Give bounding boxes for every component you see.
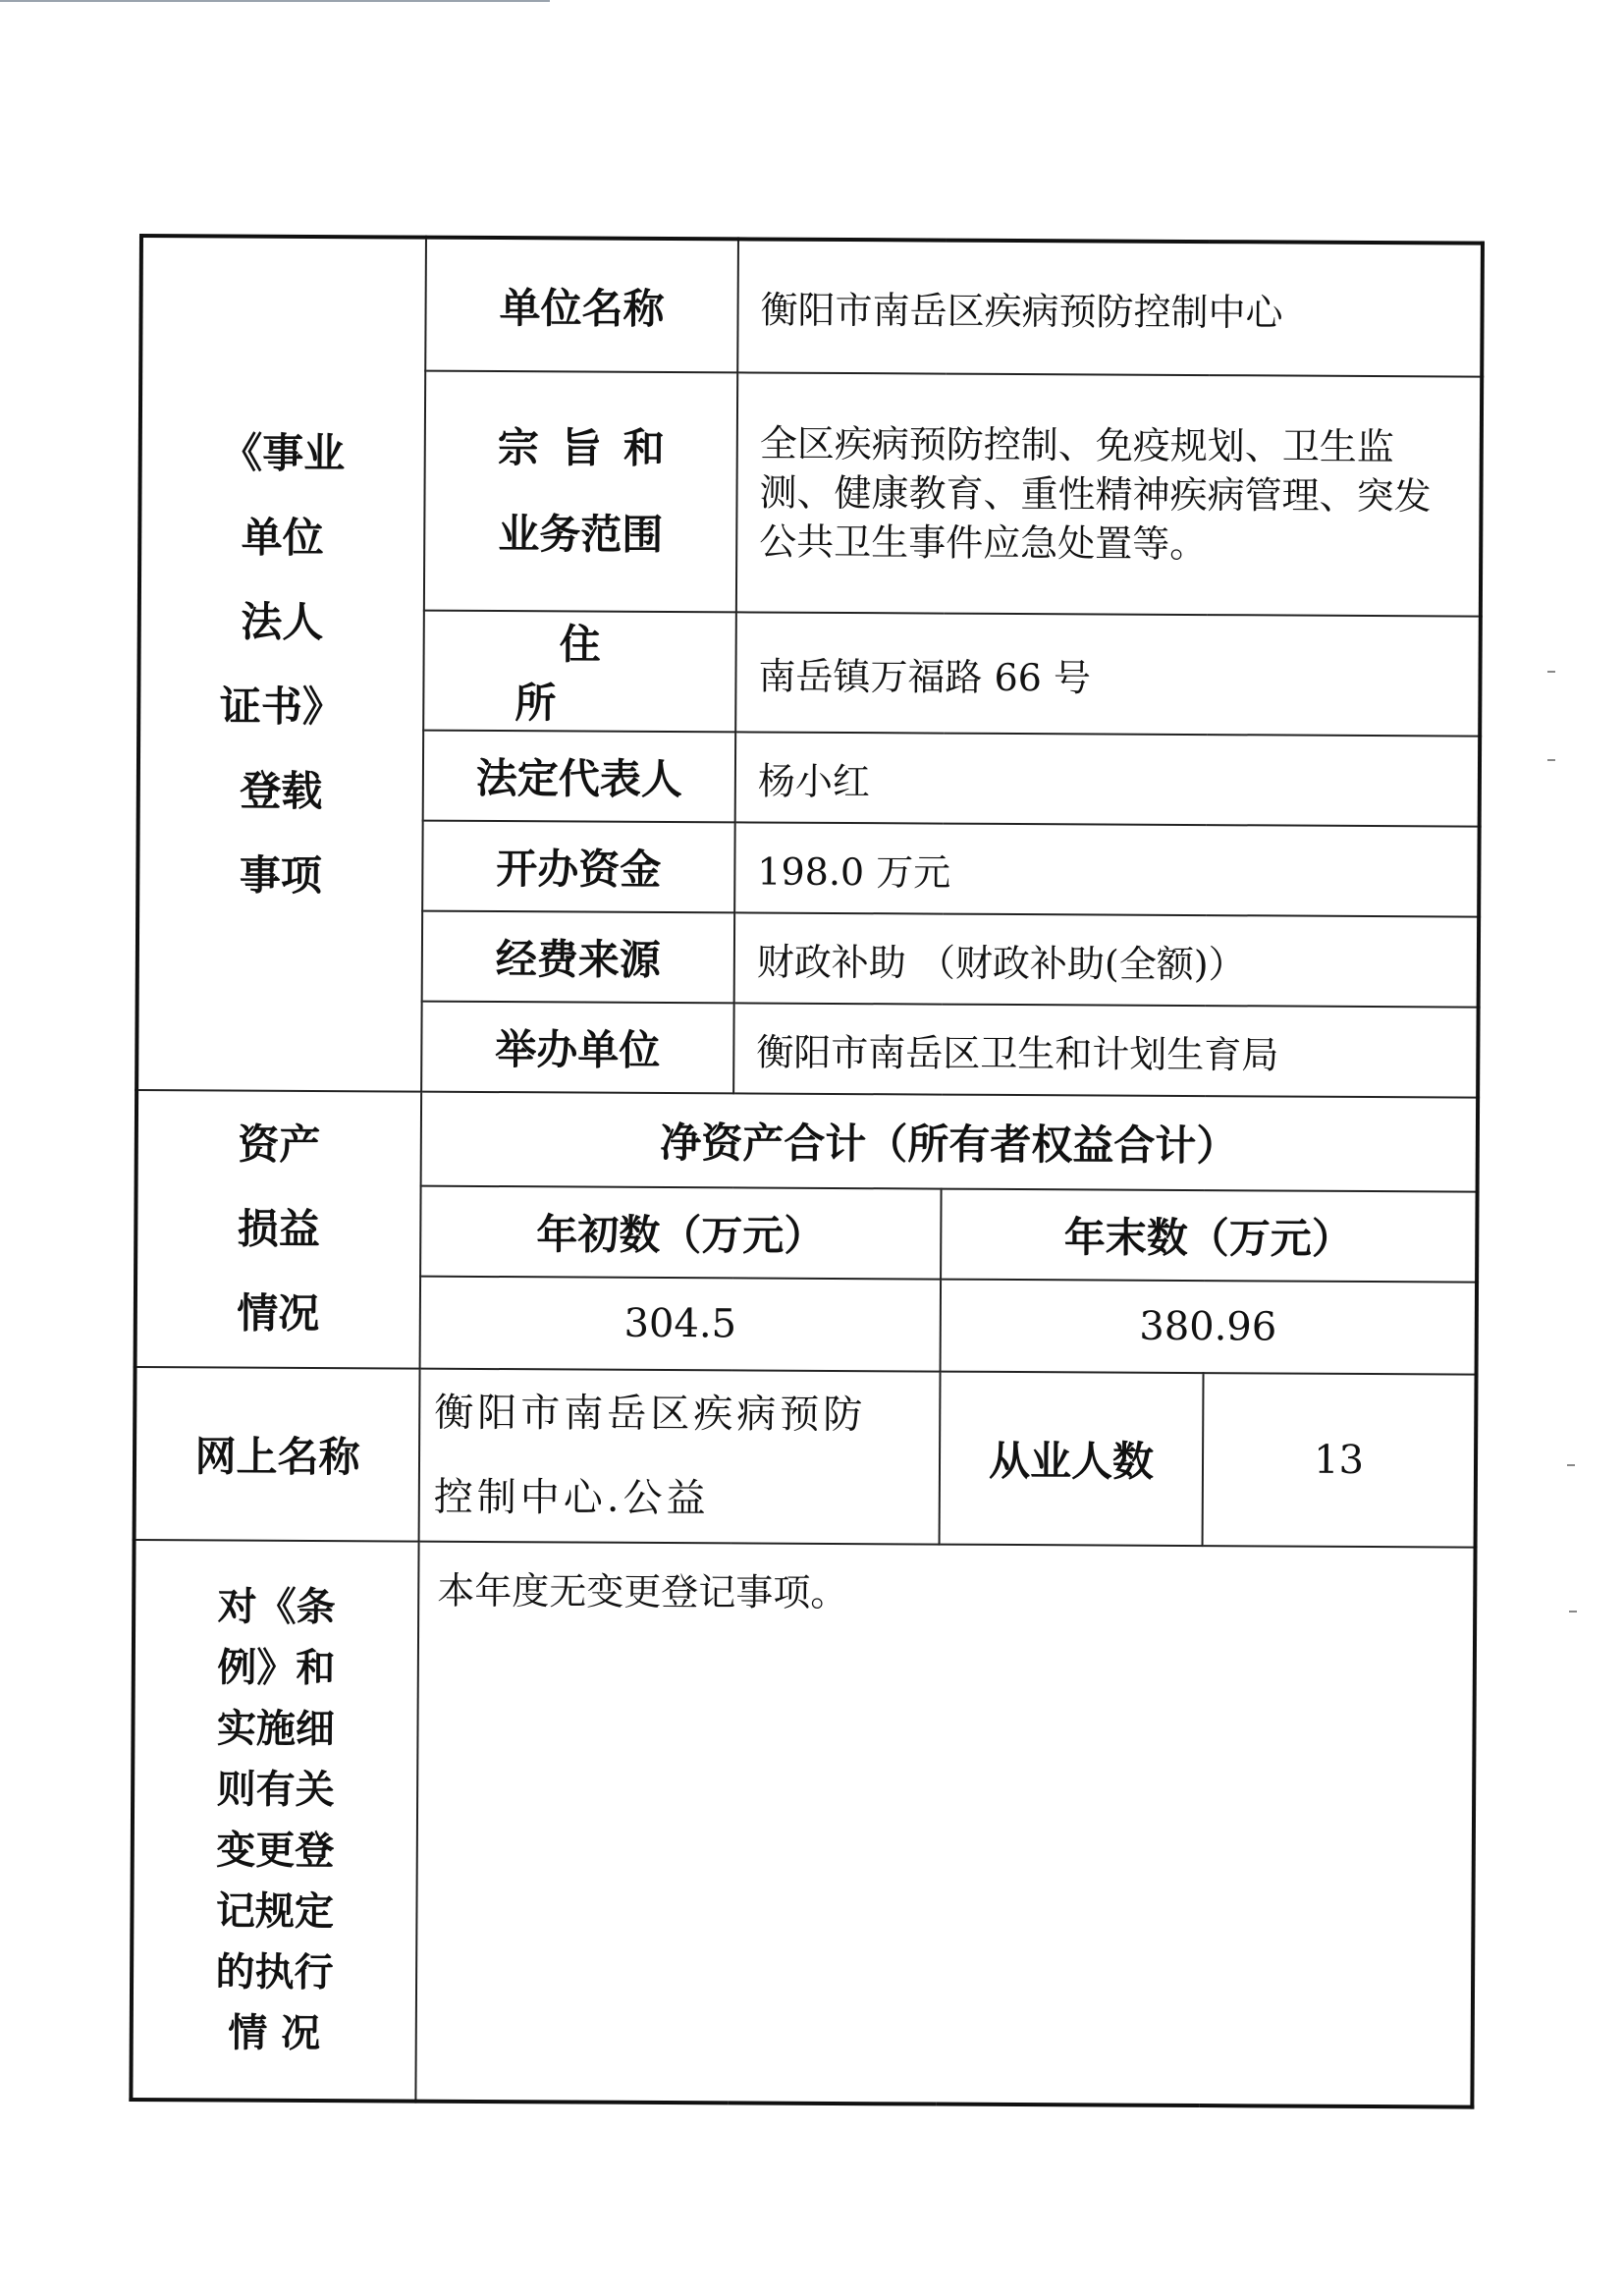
row-net-assets-header: [136, 1090, 1479, 1192]
address-value: 南岳镇万福路 66 号: [735, 612, 1481, 736]
funding-value: 财政补助 （财政补助(全额)）: [734, 912, 1480, 1007]
net-assets-header: 净资产合计（所有者权益合计）: [421, 1092, 1479, 1192]
compliance-value: 本年度无变更登记事项。: [415, 1542, 1475, 2107]
purpose-label-line: 宗旨和: [497, 423, 686, 473]
assets-label-line: 资产: [238, 1120, 321, 1170]
unit-name-value: 衡阳市南岳区疾病预防控制中心: [737, 239, 1483, 376]
scan-edge-line: [0, 0, 550, 2]
sponsor-value: 衡阳市南岳区卫生和计划生育局: [733, 1003, 1479, 1097]
purpose-label: [424, 371, 737, 613]
online-name-value: [419, 1369, 941, 1545]
begin-year-value: 304.5: [420, 1277, 942, 1372]
address-label-text: 住所: [514, 620, 689, 728]
assets-label-line: 损益: [237, 1204, 320, 1254]
compliance-label-line: 变更登: [216, 1827, 335, 1874]
online-name-line: 衡阳市南岳区疾病预防: [434, 1390, 867, 1439]
address-label: [423, 611, 736, 733]
online-name-label: 网上名称: [135, 1367, 420, 1542]
scan-speck: [1569, 1611, 1577, 1613]
scan-speck: [1567, 1464, 1575, 1466]
row-unit-name: [140, 236, 1483, 377]
assets-label-line: 情况: [237, 1288, 320, 1339]
purpose-label-line: 业务范围: [498, 510, 664, 559]
section-label-line: 单位: [241, 513, 324, 562]
compliance-label-line: 的执行: [215, 1948, 334, 1995]
capital-label: 开办资金: [422, 821, 735, 913]
end-year-label: 年末数（万元）: [941, 1189, 1478, 1283]
section-label-line: 《事业: [221, 427, 346, 477]
registration-table: [129, 234, 1485, 2109]
compliance-label-line: 例》和: [217, 1644, 336, 1691]
compliance-label-line: 记规定: [215, 1887, 335, 1935]
section-label-line: 登载: [240, 766, 323, 815]
staff-count-value: 13: [1203, 1373, 1477, 1548]
row-online-name: [135, 1367, 1477, 1548]
scan-speck: [1547, 759, 1555, 761]
compliance-label-line: 实施细: [216, 1705, 336, 1752]
compliance-label-line: 对《条: [217, 1583, 336, 1630]
legal-rep-value: 杨小红: [735, 732, 1481, 826]
certificate-section-label: [136, 236, 426, 1092]
purpose-value: 全区疾病预防控制、免疫规划、卫生监测、健康教育、重性精神疾病管理、突发公共卫生事件应急处置等。: [736, 372, 1482, 616]
begin-year-label: 年初数（万元）: [420, 1186, 942, 1280]
unit-name-label: 单位名称: [425, 238, 738, 373]
staff-count-label: 从业人数: [940, 1372, 1204, 1546]
registration-form: [129, 234, 1481, 2109]
compliance-label: [131, 1540, 418, 2102]
section-label-line: 证书》: [219, 681, 344, 731]
legal-rep-label: 法定代表人: [423, 731, 736, 823]
compliance-label-line: 情 况: [228, 2010, 321, 2056]
funding-label: 经费来源: [422, 911, 735, 1004]
online-name-line: 控制中心.公益: [433, 1474, 710, 1522]
section-label-line: 事项: [239, 850, 322, 900]
section-label-line: 法人: [241, 597, 324, 646]
capital-value: 198.0 万元: [734, 822, 1480, 916]
end-year-value: 380.96: [941, 1280, 1478, 1375]
compliance-label-line: 则有关: [216, 1766, 335, 1813]
assets-section-label: [135, 1090, 422, 1369]
row-compliance: [131, 1540, 1475, 2107]
sponsor-label: 举办单位: [421, 1002, 734, 1094]
scan-speck: [1547, 671, 1555, 673]
